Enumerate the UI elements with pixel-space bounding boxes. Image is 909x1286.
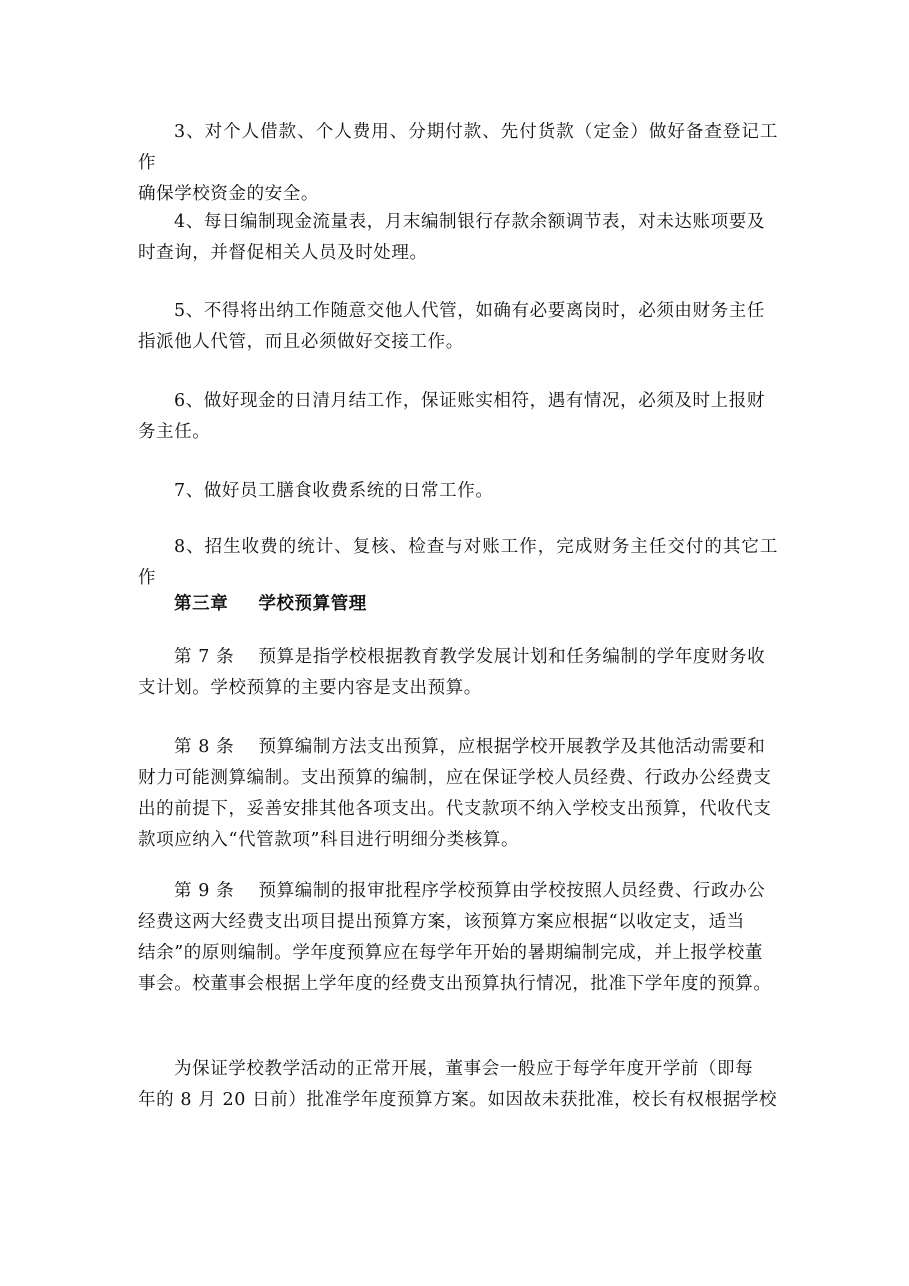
article-line: 经费这两大经费支出项目提出预算方案，该预算方案应根据“以收定支，适当	[138, 912, 745, 932]
article-line: 为保证学校教学活动的正常开展，董事会一般应于每学年度开学前（即每	[174, 1059, 754, 1079]
article-line: 第 9 条 预算编制的报审批程序学校预算由学校按照人员经费、行政办公	[174, 881, 766, 901]
article-line: 财力可能测算编制。支出预算的编制，应在保证学校人员经费、行政办公经费支	[138, 768, 772, 788]
paragraph-item-8	[138, 532, 778, 594]
article-8	[138, 732, 778, 856]
article-line: 年的 8 月 20 日前）批准学年度预算方案。如因故未获批准，校长有权根据学校	[138, 1090, 778, 1110]
article-line: 出的前提下，妥善安排其他各项支出。代支款项不纳入学校支出预算，代收代支	[138, 799, 772, 819]
paragraph-item-5	[138, 296, 778, 358]
paragraph-line: 确保学校资金的安全。	[138, 184, 319, 204]
chapter-title: 学校预算管理	[258, 594, 367, 614]
chapter-number: 第三章	[174, 594, 229, 614]
paragraph-item-6	[138, 386, 778, 448]
paragraph-item-3	[138, 117, 778, 210]
article-line: 第 8 条 预算编制方法支出预算，应根据学校开展教学及其他活动需要和	[174, 737, 766, 757]
paragraph-line: 6、做好现金的日清月结工作，保证账实相符，遇有情况，必须及时上报财	[174, 391, 765, 411]
paragraph-line: 5、不得将出纳工作随意交他人代管，如确有必要离岗时，必须由财务主任	[174, 301, 765, 321]
paragraph-line: 7、做好员工膳食收费系统的日常工作。	[174, 481, 494, 501]
article-7	[138, 642, 778, 704]
paragraph-line: 务主任。	[138, 422, 211, 442]
paragraph-item-4	[138, 207, 778, 269]
paragraph-line: 指派他人代管，而且必须做好交接工作。	[138, 332, 464, 352]
paragraph-line: 4、每日编制现金流量表，月末编制银行存款余额调节表，对未达账项要及	[174, 212, 765, 232]
paragraph-item-7	[138, 476, 778, 507]
article-line: 第 7 条 预算是指学校根据教育教学发展计划和任务编制的学年度财务收	[174, 647, 766, 667]
chapter-heading	[174, 589, 367, 620]
article-9	[138, 876, 778, 1000]
article-line: 支计划。学校预算的主要内容是支出预算。	[138, 678, 482, 698]
article-line: 事会。校董事会根据上学年度的经费支出预算执行情况，批准下学年度的预算。	[138, 974, 772, 994]
paragraph-line: 时查询，并督促相关人员及时处理。	[138, 243, 428, 263]
paragraph-line: 3、对个人借款、个人费用、分期付款、先付货款（定金）做好备查登记工作	[138, 122, 778, 173]
paragraph-line: 8、招生收费的统计、复核、检查与对账工作，完成财务主任交付的其它工作	[138, 537, 778, 588]
article-line: 结余”的原则编制。学年度预算应在每学年开始的暑期编制完成，并上报学校董	[138, 943, 763, 963]
article-9-continuation	[138, 1054, 778, 1116]
article-line: 款项应纳入“代管款项”科目进行明细分类核算。	[138, 830, 520, 850]
